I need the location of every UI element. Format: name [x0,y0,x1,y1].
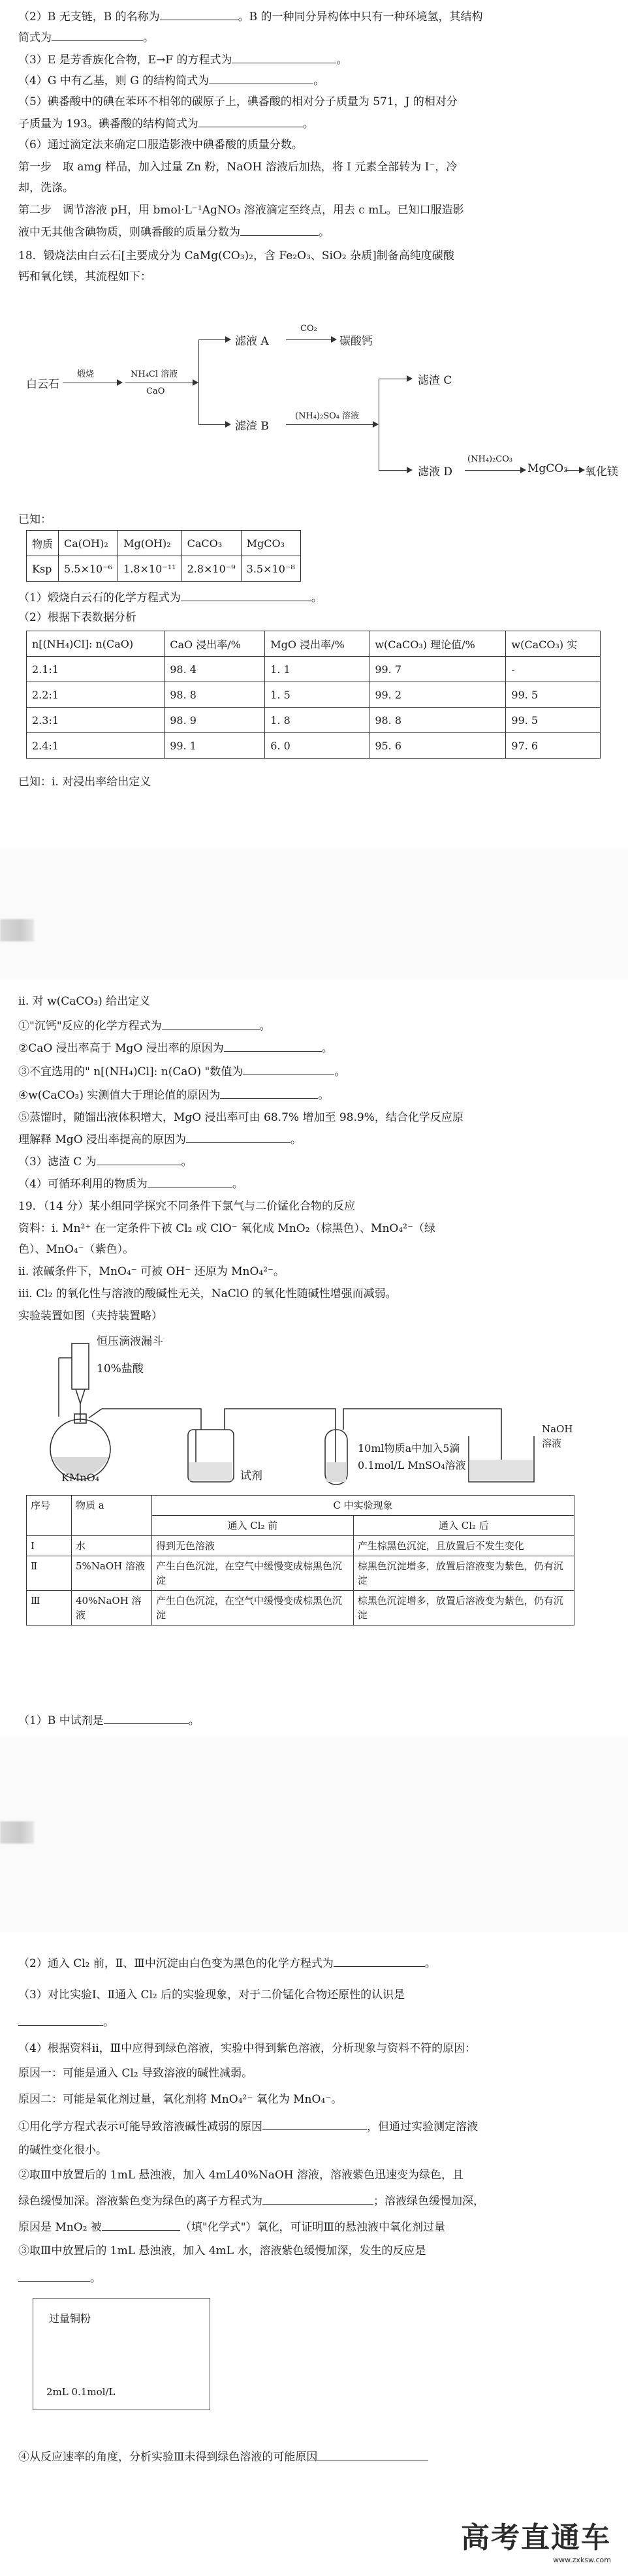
table-cell: 产生白色沉淀，在空气中缓慢变成棕黑色沉淀 [152,1556,354,1591]
apparatus-drawing [18,1332,593,1488]
box-label: 过量铜粉 [49,2312,91,2325]
exp-subheader: 通入 Cl₂ 前 [152,1516,354,1536]
known-label: 已知： [18,513,52,526]
text-line: 第一步 取 amg 样品，加入过量 Zn 粉，NaOH 溶液后加热，将 I 元素全部转为 I⁻，冷 [18,161,458,174]
flow-start: 白云石 [26,378,59,391]
question-19-1: （1）B 中试剂是 。 [18,1712,610,1729]
table-cell: 99. 2 [369,682,506,708]
text-line: 。 [18,2013,610,2030]
table-cell: 99. 7 [369,657,506,682]
text-line: ⅲ. Cl₂ 的氧化性与溶液的酸碱性无关，NaClO 的氧化性随碱性增强而减弱。 [18,1287,397,1300]
text-line: ⅱ. 浓碱条件下，MnO₄⁻ 可被 OH⁻ 还原为 MnO₄²⁻。 [18,1265,285,1278]
text-line: （2）通入 Cl₂ 前，Ⅱ、Ⅲ中沉淀由白色变为黑色的化学方程式为 。 [18,1955,610,1971]
text-line: （3）E 是芳香族化合物，E→F 的方程式为 。 [18,51,610,68]
question-18-2: （2）根据下表数据分析 [18,611,136,624]
exp-subheader: 通入 Cl₂ 后 [353,1516,574,1536]
flow-label: CaO [146,386,165,396]
flow-label: CO₂ [300,324,317,334]
text-line: 实验装置如图（夹持装置略） [18,1310,163,1323]
table-cell: 2.4:1 [27,733,165,759]
table-cell: 98. 8 [165,682,265,708]
flow-label: NH₄Cl 溶液 [131,369,178,379]
table-cell: 水 [72,1536,152,1556]
text-line: （4）G 中有乙基，则 G 的结构简式为 。 [18,72,610,89]
text-line: 色）、MnO₄⁻（紫色）。 [18,1243,134,1256]
table-cell: Ⅱ [27,1556,72,1591]
text-line: 理解释 MgO 浸出率提高的原因为 。 [18,1131,610,1148]
text-line: （4）可循环利用的物质为 。 [18,1175,610,1192]
table-cell: Ⅲ [27,1591,72,1626]
exp-header: 物质 a [72,1496,152,1536]
table-cell: 2.1:1 [27,657,165,682]
flow-arrow [565,470,584,471]
table-cell: 2.2:1 [27,682,165,708]
table-cell: 棕黑色沉淀增多，放置后溶液变为紫色，仍有沉淀 [353,1556,574,1591]
table-cell: 棕黑色沉淀增多，放置后溶液变为紫色，仍有沉淀 [353,1591,574,1626]
page-3 [0,1932,628,2576]
text-line: ②CaO 浸出率高于 MgO 浸出率的原因为 。 [18,1039,610,1056]
ksp-header: Ca(OH)₂ [59,531,118,556]
page-2 [0,979,628,1736]
table-row [27,1536,574,1556]
acid-label: 10%盐酸 [97,1362,144,1375]
data-header: w(CaCO₃) 实 [506,631,601,657]
experiment-table [26,1495,574,1626]
apparatus-diagram [18,1332,593,1488]
text-line: 资料：ⅰ. Mn²⁺ 在一定条件下被 Cl₂ 或 ClO⁻ 氧化成 MnO₂（棕黑色）、MnO₄²⁻（绿 [18,1222,435,1235]
text-line: 第二步 调节溶液 pH，用 bmol·L⁻¹AgNO₃ 溶液滴定至终点，用去 c mL。已知口服造影 [18,204,464,217]
note-line: 已知：ⅰ. 对浸出率给出定义 [18,776,151,789]
table-row [27,657,601,682]
text-line: （4）根据资料ⅱ，Ⅲ中应得到绿色溶液，实验中得到紫色溶液，分析现象与资料不符的原因： [18,2042,477,2055]
box-label: 2mL 0.1mol/L [46,2386,116,2398]
ksp-cell: 1.8×10⁻¹¹ [118,556,181,582]
text-line: 。 [18,2269,610,2286]
table-row [27,682,601,708]
text-line: 的碱性变化很小。 [18,2144,107,2157]
table-cell: 得到无色溶液 [152,1536,354,1556]
data-header: n[(NH₄)Cl]: n(CaO) [27,631,165,657]
ksp-table [26,530,301,582]
text-line: 绿色缓慢加深。溶液紫色变为绿色的离子方程式为 ；溶液绿色缓慢加深， [18,2192,610,2209]
data-header: w(CaCO₃) 理论值/% [369,631,506,657]
text-line: （5）碘番酸中的碘在苯环不相邻的碳原子上，碘番酸的相对分子质量为 571，J 的相对分 [18,95,458,108]
ksp-header: Mg(OH)₂ [118,531,181,556]
table-cell: 99. 5 [506,708,601,733]
table-cell: - [506,657,601,682]
flow-arrow [286,339,336,340]
tube-label: 10ml物质a中加入5滴 [358,1442,460,1454]
page-1 [0,0,628,849]
filtrate-a: 滤液 A [235,335,269,348]
table-row [27,733,601,759]
data-header: MgO 浸出率/% [265,631,369,657]
funnel-label: 恒压滴液漏斗 [97,1335,163,1348]
table-cell: 1. 1 [265,657,369,682]
product-mgco3: MgCO₃ [527,462,569,475]
text-line: 原因一：可能是通入 Cl₂ 导致溶液的碱性减弱。 [18,2067,253,2080]
flow-arrow [465,470,525,471]
flow-branch [198,339,199,424]
table-cell: 95. 6 [369,733,506,759]
text-line: 原因是 MnO₂ 被 （填"化学式"）氧化，可证明Ⅲ的悬浊液中氧化剂过量 [18,2218,610,2235]
flow-arrow [198,339,230,340]
flow-arrow [286,424,377,425]
exp-header: 序号 [27,1496,72,1536]
table-cell: 1. 5 [265,682,369,708]
table-cell: 99. 1 [165,733,265,759]
naoh-label: 溶液 [542,1437,562,1449]
data-header: CaO 浸出率/% [165,631,265,657]
text-line: ④w(CaCO₃) 实测值大于理论值的原因为 。 [18,1086,610,1103]
data-table [26,631,601,759]
text-line: 原因二：可能是氧化剂过量，氧化剂将 MnO₄²⁻ 氧化为 MnO₄⁻。 [18,2093,343,2106]
kmno4-label: KMnO₄ [61,1471,100,1484]
text-line: ⅱ. 对 w(CaCO₃) 给出定义 [18,995,151,1008]
table-cell: 40%NaOH 溶液 [72,1591,152,1626]
ksp-cell: 2.8×10⁻⁹ [181,556,241,582]
text-line: ①"沉钙"反应的化学方程式为 。 [18,1017,610,1034]
table-row [27,1556,574,1591]
text-line: （3）滤渣 C 为 。 [18,1153,610,1170]
flow-label: (NH₄)₂CO₃ [467,454,513,464]
text-line: 却，洗涤。 [18,181,74,195]
table-cell: 98. 9 [165,708,265,733]
page-gap [0,849,628,979]
ksp-header: MgCO₃ [241,531,300,556]
ksp-cell: 5.5×10⁻⁶ [59,556,118,582]
table-cell: 98. 4 [165,657,265,682]
page-gap [0,1736,628,1932]
ksp-header: CaCO₃ [181,531,241,556]
text-line: ①用化学方程式表示可能导致溶液碱性减弱的原因 ，但通过实验测定溶液 [18,2118,610,2135]
text-line: 钙和氧化镁，其流程如下： [18,270,151,283]
table-cell: 6. 0 [265,733,369,759]
table-cell: 97. 6 [506,733,601,759]
table-cell: 99. 5 [506,682,601,708]
exp-header: C 中实验现象 [152,1496,574,1516]
flow-label: (NH₄)₂SO₄ 溶液 [295,411,360,421]
text-line: （3）对比实验Ⅰ、Ⅱ通入 Cl₂ 后的实验现象，对于二价锰化合物还原性的认识是 [18,1988,405,2002]
question-19: 19．（14 分）某小组同学探究不同条件下氯气与二价锰化合物的反应 [18,1200,356,1213]
product-caco3: 碳酸钙 [339,335,373,348]
text-line: ⑤蒸馏时，随馏出液体积增大，MgO 浸出率可由 68.7% 增加至 98.9%，结合化学反应原 [18,1111,463,1124]
reagent-box [33,2298,210,2410]
table-cell: 2.3:1 [27,708,165,733]
text-line: ③不宜选用的" n[(NH₄)Cl]: n(CaO) "数值为 。 [18,1063,610,1080]
table-cell: 5%NaOH 溶液 [72,1556,152,1591]
text-line: （6）通过滴定法来确定口服造影液中碘番酸的质量分数。 [18,138,303,151]
text-line: ②取Ⅲ中放置后的 1mL 悬浊液，加入 4mL40%NaOH 溶液，溶液紫色迅速变为绿色，且 [18,2169,464,2182]
ksp-cell: 3.5×10⁻⁸ [241,556,300,582]
ksp-header: 物质 [27,531,59,556]
table-cell: Ⅰ [27,1536,72,1556]
flow-label: 煅烧 [77,369,95,379]
table-cell: 98. 8 [369,708,506,733]
text-line: ③取Ⅲ中放置后的 1mL 悬浊液，加入 4mL 水，溶液紫色缓慢加深，发生的反应是 [18,2244,426,2257]
reagent-label: 试剂 [240,1469,262,1483]
question-18: 18．锻烧法由白云石[主要成分为 CaMg(CO₃)₂，含 Fe₂O₃、SiO₂ 杂质]制备高纯度碳酸 [18,249,454,262]
table-cell: 1. 8 [265,708,369,733]
table-cell: 产生棕黑色沉淀，且放置后不发生变化 [353,1536,574,1556]
text-line: 子质量为 193。碘番酸的结构简式为 。 [18,115,610,132]
table-row [27,708,601,733]
tube-label: 0.1mol/L MnSO₄溶液 [358,1459,466,1471]
residue-c: 滤渣 C [418,374,452,387]
text-line: 简式为 。 [18,29,610,46]
blurred-mark [0,1821,34,1844]
naoh-label: NaOH [542,1423,573,1435]
ksp-cell: Ksp [27,556,59,582]
flow-arrow [198,424,230,425]
flow-arrow [379,470,411,471]
product-mgo: 氧化镁 [585,465,618,479]
table-row [27,1591,574,1626]
filtrate-d: 滤液 D [418,465,453,479]
text-line: 液中无其他含碘物质，则碘番酸的质量分数为 。 [18,223,610,240]
residue-b: 滤渣 B [235,420,269,433]
watermark-logo: 高考直通车 www.zxksw.com [461,2521,611,2564]
text-line: ④从反应速率的角度，分析实验Ⅲ未得到绿色溶液的可能原因 [18,2448,610,2465]
table-cell: 产生白色沉淀，在空气中缓慢变成棕黑色沉淀 [152,1591,354,1626]
text-line: （2）B 无支链，B 的名称为 。B 的一种同分异构体中只有一种环境氢，其结构 [18,8,610,25]
blurred-mark [0,919,34,941]
question-18-1: （1）煅烧白云石的化学方程式为 。 [18,589,610,606]
